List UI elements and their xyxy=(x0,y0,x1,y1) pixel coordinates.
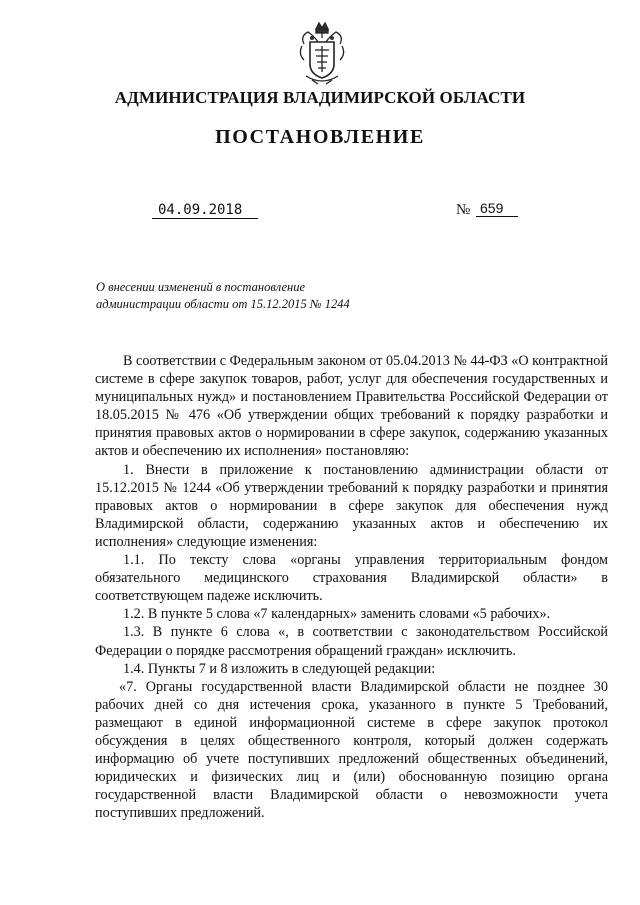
document-body xyxy=(95,352,608,822)
document-subject xyxy=(96,279,416,313)
item-1-3-paragraph: 1.3. В пункте 6 слова «, в соответствии с законодательством Российской Федерации о порядке рассмотрения обращений граждан» исключить. xyxy=(95,624,608,659)
item-1-paragraph: 1. Внести в приложение к постановлению администрации области от 15.12.2015 № 1244 «Об утверждении требований к порядку разработки и принятия правовых актов о нормировании в сфере закупок для обеспечения нужд Владимирской области, содержанию указанных актов и обеспечению их исполнения» следующие изменения: xyxy=(95,461,608,550)
document-date: 04.09.2018 xyxy=(152,202,258,219)
item-1-2-paragraph: 1.2. В пункте 5 слова «7 календарных» заменить словами «5 рабочих». xyxy=(123,606,551,623)
coat-of-arms-icon xyxy=(296,20,348,88)
item-7-quoted-paragraph: «7. Органы государственной власти Владимирской области не позднее 30 рабочих дней со дня истечения срока, указанного в пункте 5 Требований, размещают в единой информационной системе в сфере закупок протокол обсуждения в целях общественного контроля, который должен содержать информацию об учете поступивших предложений общественных объединений, юридических и физических лиц и (или) обоснованную позицию органа государственной власти Владимирской области о невозможности учета поступивших предложений. xyxy=(95,678,608,822)
organization-title: АДМИНИСТРАЦИЯ ВЛАДИМИРСКОЙ ОБЛАСТИ xyxy=(114,88,526,107)
item-1-1-paragraph: 1.1. По тексту слова «органы управления территориальным фондом обязательного медицинского страхования Владимирской области» в соответствующем падеже исключить. xyxy=(95,552,608,605)
document-number: 659 xyxy=(476,200,518,217)
document-type-title: ПОСТАНОВЛЕНИЕ xyxy=(215,126,425,148)
number-label: № xyxy=(456,202,471,218)
subject-line-1: О внесении изменений в постановление xyxy=(96,280,306,294)
preamble-paragraph: В соответствии с Федеральным законом от 05.04.2013 № 44-ФЗ «О контрактной системе в сфере закупок товаров, работ, услуг для обеспечения государственных и муниципальных нужд» и постановлением Правительства Российской Федерации от 18.05.2015 № 476 «Об утверждении общих требований к порядку разработки и принятия правовых актов о нормировании в сфере закупок, содержанию указанных актов и обеспечению их исполнения» постановляю: xyxy=(95,353,608,460)
item-1-4-paragraph: 1.4. Пункты 7 и 8 изложить в следующей редакции: xyxy=(123,660,436,677)
subject-line-2: администрации области от 15.12.2015 № 1244 xyxy=(96,297,350,311)
